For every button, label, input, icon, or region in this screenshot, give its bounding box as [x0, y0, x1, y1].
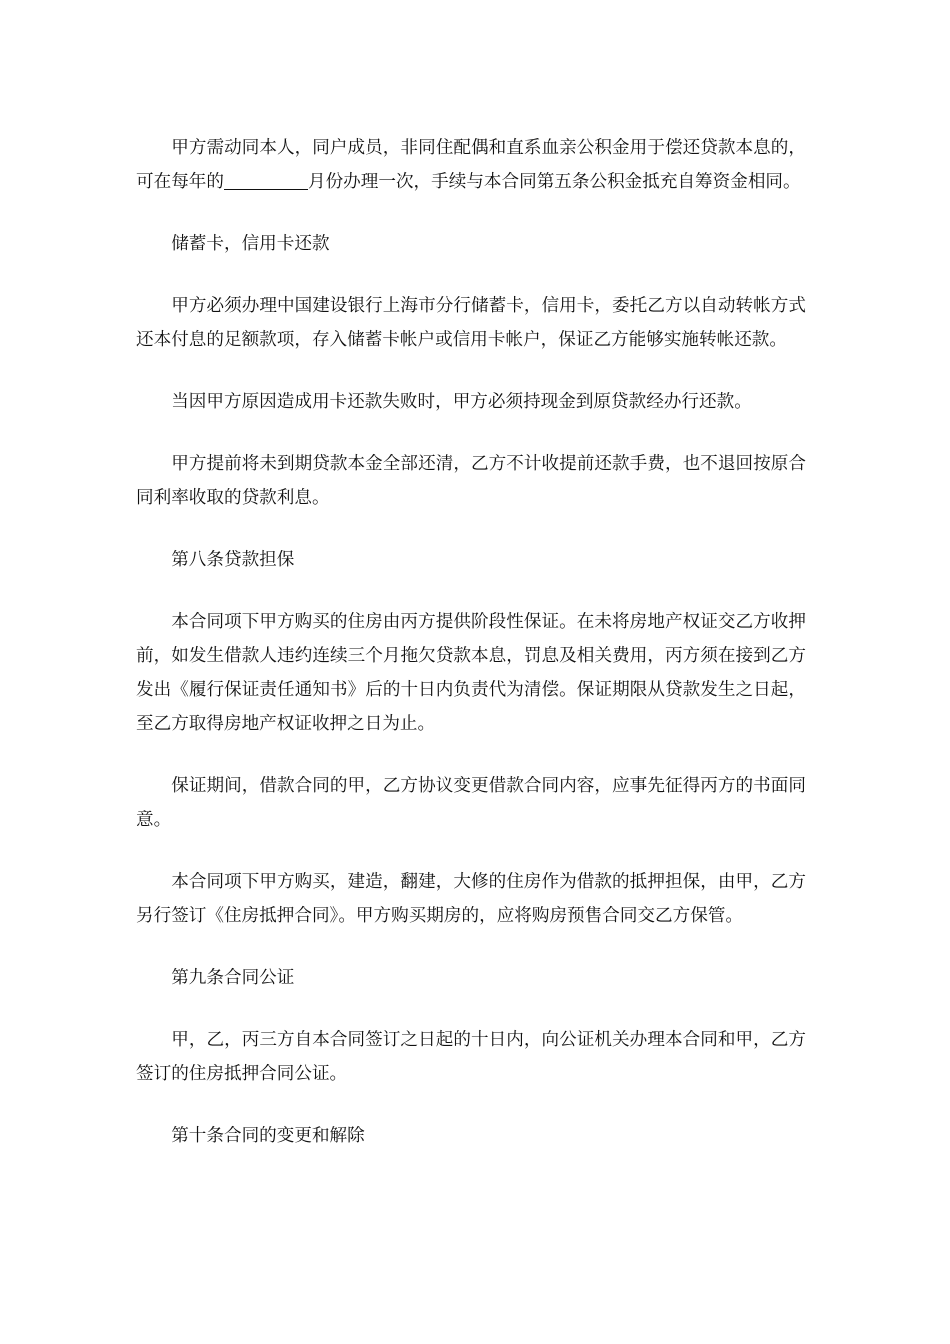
paragraph-notarization: 甲，乙，丙三方自本合同签订之日起的十日内，向公证机关办理本合同和甲，乙方签订的住房抵押合同公证。	[136, 1030, 806, 1084]
paragraph-guarantee-period: 保证期间，借款合同的甲，乙方协议变更借款合同内容，应事先征得丙方的书面同意。	[136, 776, 806, 830]
paragraph-card-account: 甲方必须办理中国建设银行上海市分行储蓄卡，信用卡，委托乙方以自动转帐方式还本付息的足额款项，存入储蓄卡帐户或信用卡帐户，保证乙方能够实施转帐还款。	[136, 296, 806, 350]
fill-in-blank-month	[224, 171, 308, 190]
paragraph-mortgage: 本合同项下甲方购买，建造，翻建，大修的住房作为借款的抵押担保，由甲，乙方另行签订《住房抵押合同》。甲方购买期房的，应将购房预售合同交乙方保管。	[136, 872, 806, 926]
document-body	[136, 131, 806, 1181]
paragraph-text: 甲方需动同本人，同户成员，非同住配偶和直系血亲公积金用于偿还贷款本息的，可在每年的	[136, 138, 806, 192]
section-heading-article-8: 第八条贷款担保	[171, 550, 295, 570]
paragraph-card-failure: 当因甲方原因造成用卡还款失败时，甲方必须持现金到原贷款经办行还款。	[171, 392, 752, 412]
section-heading-article-10: 第十条合同的变更和解除	[171, 1126, 365, 1146]
section-heading-card-repayment: 储蓄卡，信用卡还款	[171, 234, 330, 254]
paragraph-early-repayment: 甲方提前将未到期贷款本金全部还清，乙方不计收提前还款手费，也不退回按原合同利率收取的贷款利息。	[136, 454, 806, 508]
paragraph-guarantee: 本合同项下甲方购买的住房由丙方提供阶段性保证。在未将房地产权证交乙方收押前，如发生借款人违约连续三个月拖欠贷款本息，罚息及相关费用，丙方须在接到乙方发出《履行保证责任通知书》后的十日内负责代为清偿。保证期限从贷款发生之日起，至乙方取得房地产权证收押之日为止。	[136, 612, 806, 734]
paragraph-provident-fund-repayment	[136, 131, 806, 199]
section-heading-article-9: 第九条合同公证	[171, 968, 295, 988]
paragraph-text: 月份办理一次，手续与本合同第五条公积金抵充自筹资金相同。	[307, 172, 801, 192]
